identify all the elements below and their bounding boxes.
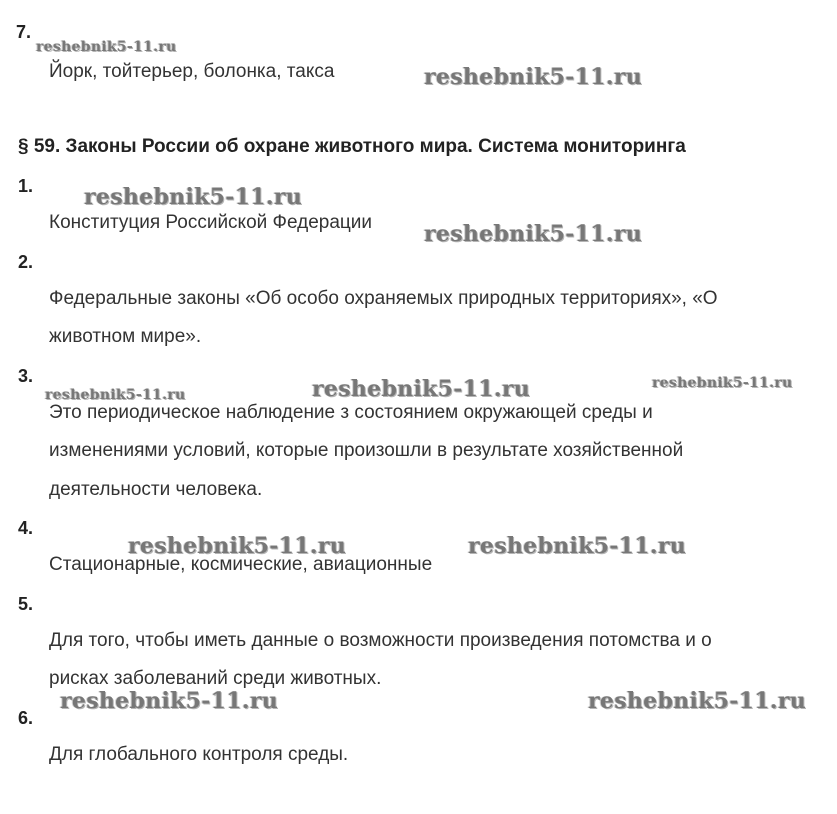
answer-1-line-1: Конституция Российской Федерации xyxy=(49,212,373,233)
watermark: reshebnik5-11.ru xyxy=(312,376,531,402)
watermark: reshebnik5-11.ru xyxy=(128,533,347,559)
answer-2-line-1: Федеральные законы «Об особо охраняемых природных территориях», «О xyxy=(49,288,718,309)
watermark: reshebnik5-11.ru xyxy=(652,375,793,391)
answer-4-line-1: Стационарные, космические, авиационные xyxy=(49,554,433,575)
watermark: reshebnik5-11.ru xyxy=(424,221,643,247)
answer-2-line-2: животном мире». xyxy=(49,326,202,347)
answer-3-line-2: изменениями условий, которые произошли в результате хозяйственной xyxy=(49,440,684,461)
answer-number-5: 5. xyxy=(18,594,34,614)
answer-3-line-3: деятельности человека. xyxy=(49,479,263,500)
answer-number-2: 2. xyxy=(18,252,34,272)
watermark: reshebnik5-11.ru xyxy=(84,184,303,210)
watermark: reshebnik5-11.ru xyxy=(36,39,177,55)
answer-6-line-1: Для глобального контроля среды. xyxy=(49,744,349,765)
answer-5-line-1: Для того, чтобы иметь данные о возможности произведения потомства и о xyxy=(49,630,712,651)
answer-5-line-2: рисках заболеваний среди животных. xyxy=(49,668,382,689)
item-7-answer: Йорк, тойтерьер, болонка, такса xyxy=(49,61,335,82)
watermark: reshebnik5-11.ru xyxy=(60,688,279,714)
watermark: reshebnik5-11.ru xyxy=(588,688,807,714)
answer-number-6: 6. xyxy=(18,708,34,728)
answer-3-line-1: Это периодическое наблюдение з состоянием окружающей среды и xyxy=(49,402,653,423)
answer-number-4: 4. xyxy=(18,518,34,538)
answer-number-3: 3. xyxy=(18,366,34,386)
item-number-7: 7. xyxy=(16,22,32,42)
watermark: reshebnik5-11.ru xyxy=(45,387,186,403)
watermark: reshebnik5-11.ru xyxy=(424,64,643,90)
section-heading: § 59. Законы России об охране животного мира. Система мониторинга xyxy=(18,136,686,157)
answer-number-1: 1. xyxy=(18,176,34,196)
watermark: reshebnik5-11.ru xyxy=(468,533,687,559)
